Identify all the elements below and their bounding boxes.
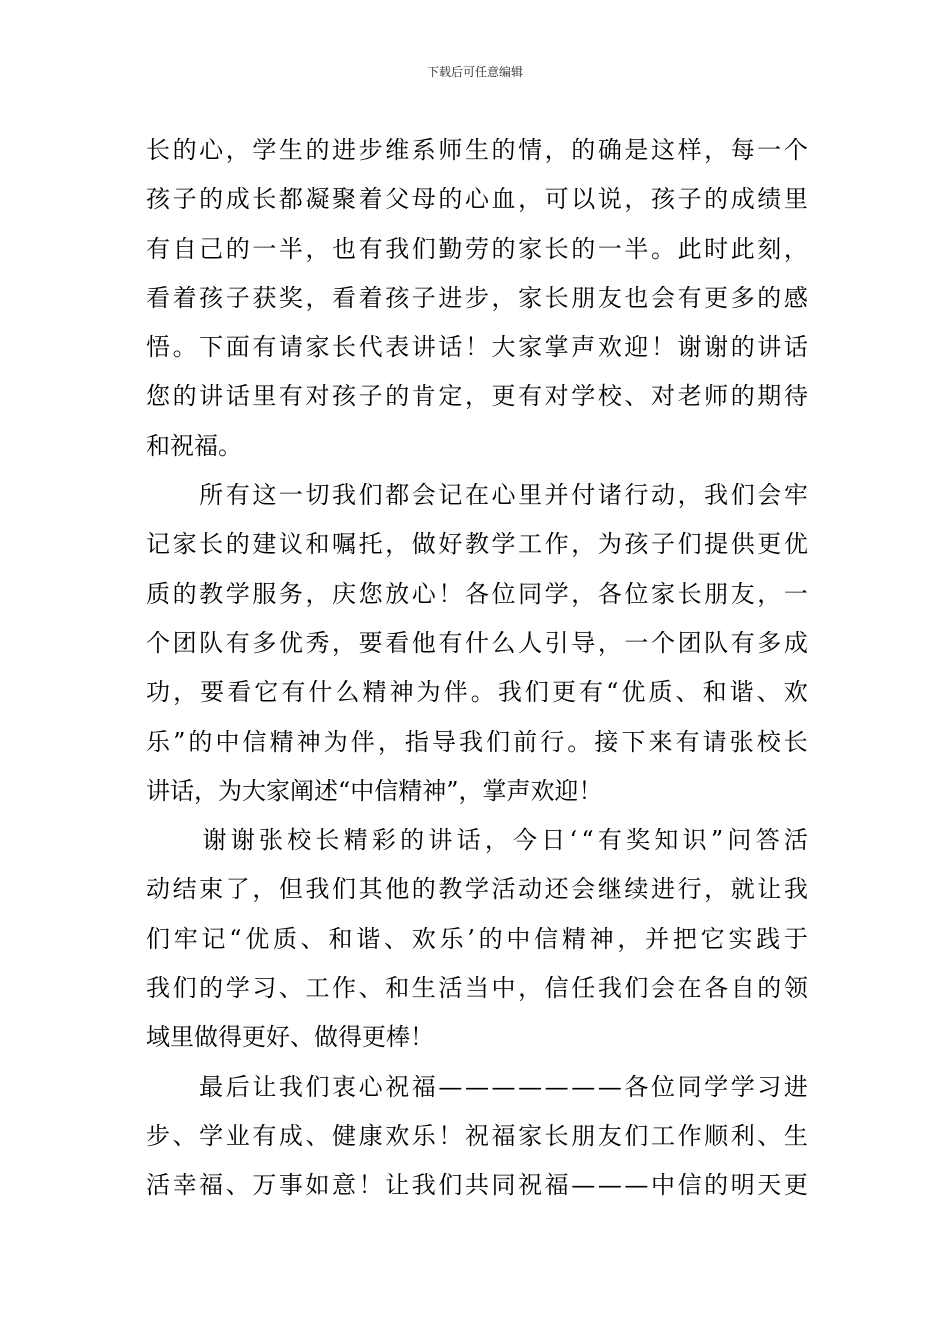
text-line: 孩 子 的 成 长 都 凝 聚 着 父 母 的 心 血 ， 可 以 说 ， 孩 子 的 成 绩 里	[146, 185, 808, 214]
text-line: 最 后 让 我 们 衷 心 祝 福 — — — — — — — 各 位 同 学 学 习 进	[199, 1072, 808, 1101]
document-body	[146, 126, 808, 1211]
text-line: 们 牢 记 “ 优 质 、 和 谐 、 欢 乐 ’ 的 中 信 精 神 ， 并 把 它 实 践 于	[146, 924, 808, 953]
text-line: 讲话，为大家阐述“中信精神”，掌声欢迎！	[146, 776, 603, 805]
text-line: 域里做得更好、做得更棒！	[146, 1023, 434, 1052]
text-line: 有 自 己 的 一 半 ， 也 有 我 们 勤 劳 的 家 长 的 一 半 。 此 时 此 刻 ，	[146, 234, 808, 263]
text-line: 功 ， 要 看 它 有 什 么 精 神 为 伴 。 我 们 更 有 “ 优 质 、 和 谐 、 欢	[146, 678, 808, 707]
text-line: 长 的 心 ， 学 生 的 进 步 维 系 师 生 的 情 ， 的 确 是 这 样 ， 每 一 个	[146, 136, 808, 164]
text-line: 我 们 的 学 习 、 工 作 、 和 生 活 当 中 ， 信 任 我 们 会 在 各 自 的 领	[146, 974, 808, 1003]
text-line: 活 幸 福 、 万 事 如 意 ！ 让 我 们 共 同 祝 福 — — — 中 信 的 明 天 更	[146, 1171, 808, 1200]
text-line: 记 家 长 的 建 议 和 嘱 托 ， 做 好 教 学 工 作 ， 为 孩 子 们 提 供 更 优	[146, 530, 808, 559]
text-line: 和祝福。	[146, 431, 242, 460]
text-line: 个 团 队 有 多 优 秀 ， 要 看 他 有 什 么 人 引 导 ， 一 个 团 队 有 多 成	[146, 628, 808, 657]
page-header: 下载后可任意编辑	[426, 65, 523, 79]
text-line: 动 结 束 了 ， 但 我 们 其 他 的 教 学 活 动 还 会 继 续 进 行 ， 就 让 我	[146, 875, 808, 904]
text-line: 所 有 这 一 切 我 们 都 会 记 在 心 里 并 付 诸 行 动 ， 我 们 会 牢	[199, 481, 808, 510]
text-line: 悟 。 下 面 有 请 家 长 代 表 讲 话 ！ 大 家 掌 声 欢 迎 ！ 谢 谢 的 讲 话	[146, 333, 808, 362]
text-line: 步 、 学 业 有 成 、 健 康 欢 乐 ！ 祝 福 家 长 朋 友 们 工 作 顺 利 、 生	[146, 1121, 808, 1150]
text-line: 乐 ” 的 中 信 精 神 为 伴 ， 指 导 我 们 前 行 。 接 下 来 有 请 张 校 长	[146, 727, 808, 756]
text-line: 您 的 讲 话 里 有 对 孩 子 的 肯 定 ， 更 有 对 学 校 、 对 老 师 的 期 待	[146, 382, 808, 411]
text-line: 看 着 孩 子 获 奖 ， 看 着 孩 子 进 步 ， 家 长 朋 友 也 会 有 更 多 的 感	[146, 283, 808, 312]
text-line: 谢 谢 张 校 长 精 彩 的 讲 话 ， 今 日 ‘ “ 有 奖 知 识 ” 问 答 活	[202, 826, 808, 855]
text-line: 质 的 教 学 服 务 ， 庆 您 放 心 ！ 各 位 同 学 ， 各 位 家 长 朋 友 ， 一	[146, 579, 808, 608]
